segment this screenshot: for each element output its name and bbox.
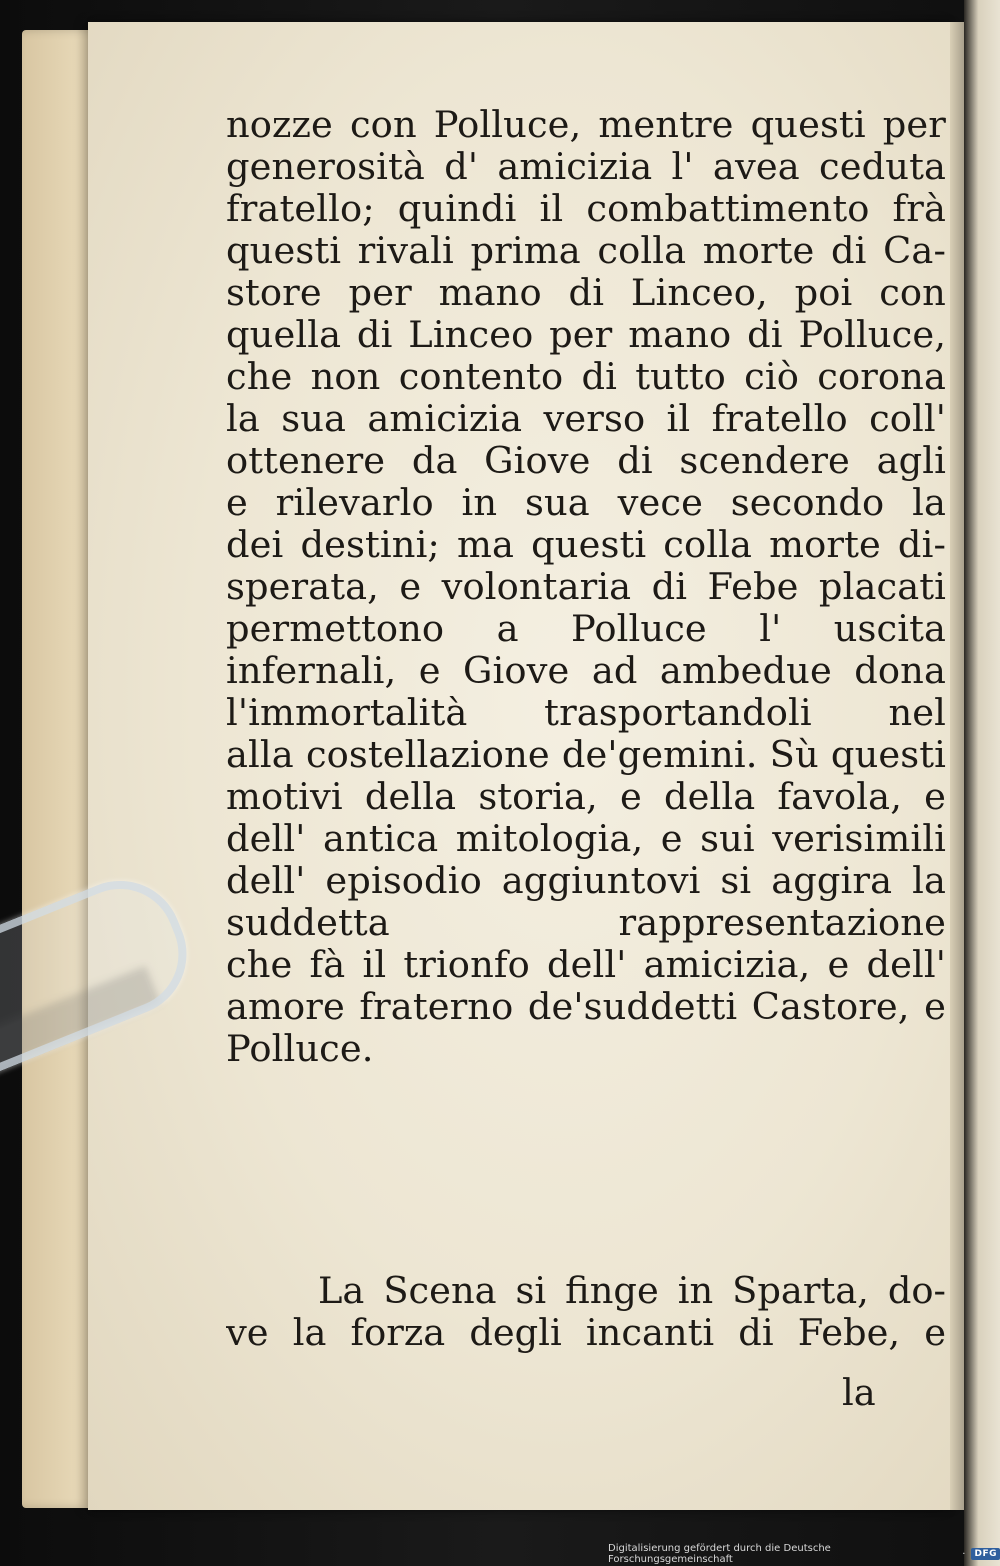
footer-credit: Digitalisierung gefördert durch die Deutsche Forschungsgemeinschaft: [608, 1543, 831, 1565]
text-line: amore fraterno de'suddetti Castore, e: [226, 986, 946, 1028]
dfg-logo-icon: DFG: [971, 1548, 1000, 1560]
text-line: sperata, e volontaria di Febe placati: [226, 566, 946, 608]
footer-separator: ·: [962, 1548, 966, 1560]
text-line: infernali, e Giove ad ambedue dona: [226, 650, 946, 692]
text-line: dell' episodio aggiuntovi si aggira la: [226, 860, 946, 902]
text-line: che fà il trionfo dell' amicizia, e dell': [226, 944, 946, 986]
text-line: ottenere da Giove di scendere agli: [226, 440, 946, 482]
text-line: permettono a Polluce l' uscita: [226, 608, 946, 650]
page-fore-edge: [950, 22, 964, 1510]
text-line: quella di Linceo per mano di Polluce,: [226, 314, 946, 356]
catchword: la: [842, 1371, 876, 1414]
second-paragraph: [226, 1270, 946, 1354]
text-line: la sua amicizia verso il fratello coll': [226, 398, 946, 440]
text-line: suddetta rappresentazione: [226, 902, 946, 944]
text-line: questi rivali prima colla morte di Ca-: [226, 230, 946, 272]
text-line: dell' antica mitologia, e sui verisimili: [226, 818, 946, 860]
text-line: nozze con Polluce, mentre questi per: [226, 104, 946, 146]
text-line: fratello; quindi il combattimento frà: [226, 188, 946, 230]
text-line: e rilevarlo in sua vece secondo la: [226, 482, 946, 524]
text-line: che non contento di tutto ciò corona: [226, 356, 946, 398]
text-line: generosità d' amicizia l' avea ceduta: [226, 146, 946, 188]
text-line: motivi della storia, e della favola, e: [226, 776, 946, 818]
text-line: Polluce.: [226, 1027, 374, 1070]
text-line: La Scena si finge in Sparta, do-: [318, 1270, 946, 1312]
adjacent-page-edge: [964, 0, 1000, 1566]
text-line: store per mano di Linceo, poi con: [226, 272, 946, 314]
digitization-footer: [608, 1543, 1000, 1565]
text-line: dei destini; ma questi colla morte di-: [226, 524, 946, 566]
main-paragraph: [226, 104, 946, 1070]
text-line: alla costellazione de'gemini. Sù questi: [226, 734, 946, 776]
text-line: l'immortalità trasportandoli nel: [226, 692, 946, 734]
text-line: ve la forza degli incanti di Febe, e: [226, 1312, 946, 1354]
